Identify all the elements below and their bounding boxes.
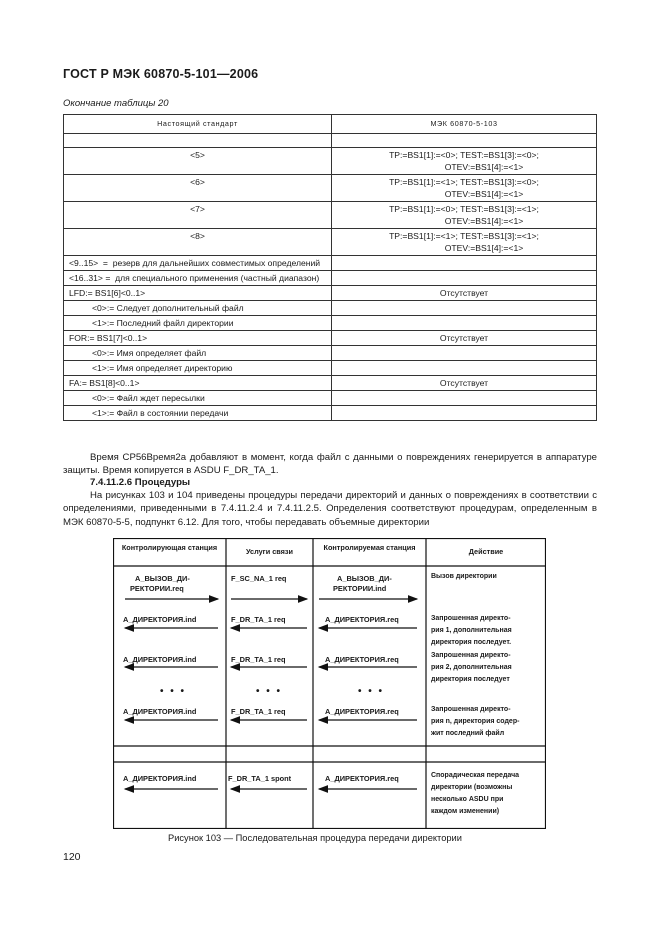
col-header-controlled: Контролируемая станция xyxy=(323,543,416,552)
table-cell: резерв для дальнейших совместимых определений xyxy=(112,258,321,268)
table-20 xyxy=(63,114,597,421)
table-cell: TP:=BS1[1]:=<1>; TEST:=BS1[3]:=<0>; xyxy=(389,177,539,187)
action-text-block xyxy=(431,650,512,686)
col-header-services: Услуги связи xyxy=(245,547,294,556)
label: A_ДИРЕКТОРИЯ.ind xyxy=(123,774,197,783)
table-cell: <1>:= Последний файл директории xyxy=(64,316,332,331)
ellipsis: • • • xyxy=(256,686,283,697)
action-text: рия 1, дополнительная xyxy=(431,627,512,634)
action-text: жит последний файл xyxy=(431,730,505,737)
label: A_ДИРЕКТОРИЯ.ind xyxy=(123,707,197,716)
table-cell: OTEV:=BS1[4]:=<1> xyxy=(444,243,524,253)
page-number: 120 xyxy=(63,851,81,863)
table-cell: TP:=BS1[1]:=<1>; TEST:=BS1[3]:=<1>; xyxy=(389,231,539,241)
action-text-block xyxy=(431,613,512,649)
label: РЕКТОРИИ.req xyxy=(130,584,184,593)
ellipsis: • • • xyxy=(160,686,187,697)
table-cell: <0>:= Следует дополнительный файл xyxy=(64,301,332,316)
table-cell: <16..31> = xyxy=(69,273,116,283)
table-cell: Отсутствует xyxy=(332,331,597,346)
action-text: Запрошенная директо- xyxy=(431,652,511,659)
table-cell: Отсутствует xyxy=(332,376,597,391)
action-text: директория последует xyxy=(431,676,510,683)
table-cell: FA:= BS1[8]<0..1> xyxy=(64,376,332,391)
label: A_ДИРЕКТОРИЯ.ind xyxy=(123,615,197,624)
label: РЕКТОРИИ.ind xyxy=(333,584,387,593)
table-header-left: Настоящий стандарт xyxy=(64,115,332,134)
table-cell: <1>:= Файл в состоянии передачи xyxy=(64,406,332,421)
paragraph-time: Время CP56Время2a добавляют в момент, когда файл с данными о повреждениях генерируется в аппаратуре защиты. Время копируется в ASDU F_DR_TA_1. xyxy=(63,452,597,477)
label: A_ВЫЗОВ_ДИ- xyxy=(337,574,392,583)
ellipsis: • • • xyxy=(358,686,385,697)
label: F_DR_TA_1 req xyxy=(231,615,286,624)
table-cell: TP:=BS1[1]:=<0>; TEST:=BS1[3]:=<1>; xyxy=(389,204,539,214)
label: A_ДИРЕКТОРИЯ.ind xyxy=(123,655,197,664)
table-cell: TP:=BS1[1]:=<0>; TEST:=BS1[3]:=<0>; xyxy=(389,150,539,160)
table-cell: <0>:= Имя определяет файл xyxy=(64,346,332,361)
action-text: несколько ASDU при xyxy=(431,796,504,803)
label: F_DR_TA_1 req xyxy=(231,655,286,664)
table-caption: Окончание таблицы 20 xyxy=(63,98,169,109)
action-text-block xyxy=(431,770,519,818)
table-cell: <8> xyxy=(64,229,332,256)
table-cell: <0>:= Файл ждет пересылки xyxy=(64,391,332,406)
label: A_ВЫЗОВ_ДИ- xyxy=(135,574,190,583)
label: A_ДИРЕКТОРИЯ.req xyxy=(325,774,399,783)
figure-103-diagram xyxy=(113,538,546,829)
figure-caption: Рисунок 103 — Последовательная процедура передачи директории xyxy=(168,833,462,843)
label: A_ДИРЕКТОРИЯ.req xyxy=(325,655,399,664)
action-text: Запрошенная директо- xyxy=(431,706,511,713)
table-cell: для специального применения (частный диапазон) xyxy=(115,273,320,283)
action-text: директория последует. xyxy=(431,639,512,646)
table-cell: OTEV:=BS1[4]:=<1> xyxy=(444,162,524,172)
table-cell: <6> xyxy=(64,175,332,202)
label: A_ДИРЕКТОРИЯ.req xyxy=(325,707,399,716)
table-cell: OTEV:=BS1[4]:=<1> xyxy=(444,189,524,199)
action-text: Спорадическая передача xyxy=(431,772,520,779)
table-cell: <9..15> = xyxy=(69,258,113,268)
table-cell: <7> xyxy=(64,202,332,229)
table-header-right: МЭК 60870-5-103 xyxy=(332,115,597,134)
section-heading: 7.4.11.2.6 Процедуры xyxy=(90,477,191,488)
action-text: директории (возможны xyxy=(431,784,513,791)
action-text-block xyxy=(431,704,519,740)
action-text: Вызов директории xyxy=(431,573,497,580)
label: F_DR_TA_1 spont xyxy=(228,774,292,783)
label: F_DR_TA_1 req xyxy=(231,707,286,716)
table-cell: LFD:= BS1[6]<0..1> xyxy=(64,286,332,301)
table-cell: OTEV:=BS1[4]:=<1> xyxy=(444,216,524,226)
action-text: рия n, директория содер- xyxy=(431,718,520,725)
paragraph-procedures: На рисунках 103 и 104 приведены процедуры передачи директорий и данных о повреждениях в соответствии с определениями, приведенными в 7.4.11.2.4 и 7.4.11.2.5. Определения соответствуют процедурам, определенным в МЭК 60870-5-5, подпункт 6.12. Для того, чтобы передавать объемные директории xyxy=(63,490,597,528)
col-header-controlling: Контролирующая станция xyxy=(121,543,218,552)
document-header: ГОСТ Р МЭК 60870-5-101—2006 xyxy=(63,67,259,81)
action-text: Запрошенная директо- xyxy=(431,615,511,622)
table-cell: <1>:= Имя определяет директорию xyxy=(64,361,332,376)
label: F_SC_NA_1 req xyxy=(231,574,287,583)
col-header-action: Действие xyxy=(468,547,504,556)
action-text: рия 2, дополнительная xyxy=(431,664,512,671)
table-cell: <5> xyxy=(64,148,332,175)
table-cell: Отсутствует xyxy=(332,286,597,301)
action-text: каждом изменении) xyxy=(431,808,500,815)
label: A_ДИРЕКТОРИЯ.req xyxy=(325,615,399,624)
table-cell: FOR:= BS1[7]<0..1> xyxy=(64,331,332,346)
